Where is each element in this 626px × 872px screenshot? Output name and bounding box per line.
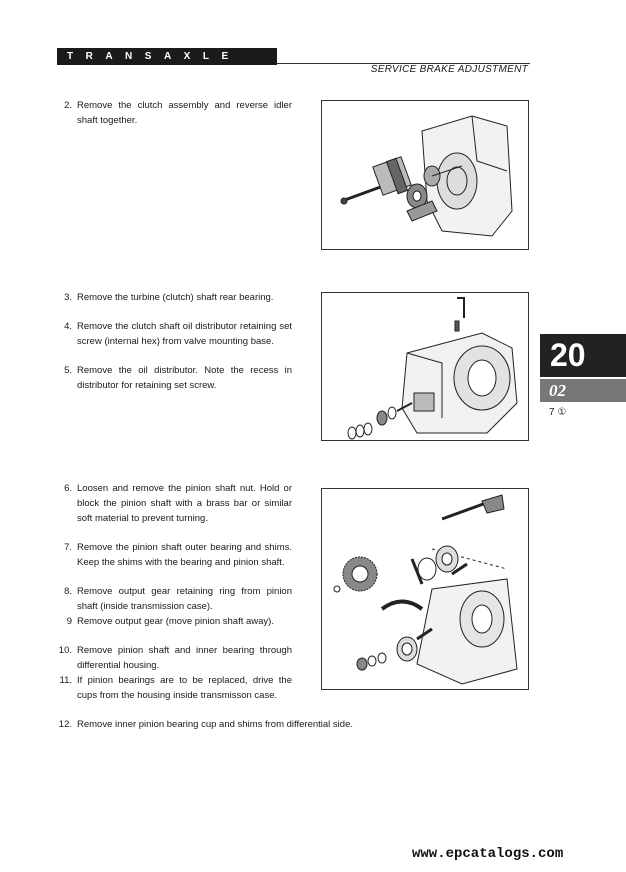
step-text: Remove the clutch assembly and reverse idler shaft together. bbox=[77, 100, 292, 126]
step-item bbox=[58, 644, 292, 674]
step-number: 11. bbox=[59, 675, 72, 686]
step-item bbox=[64, 585, 292, 615]
pinion-shaft-illustration bbox=[322, 489, 528, 689]
step-item bbox=[64, 482, 292, 526]
step-item bbox=[64, 541, 292, 571]
chapter-tab: 20 bbox=[540, 334, 626, 377]
page-title: SERVICE BRAKE ADJUSTMENT bbox=[370, 64, 528, 75]
step-number: 7. bbox=[64, 542, 72, 553]
step-number: 6. bbox=[64, 483, 72, 494]
step-item bbox=[64, 320, 292, 350]
step-item bbox=[59, 674, 292, 704]
figure-oil-distributor bbox=[321, 292, 529, 441]
oil-distributor-illustration bbox=[322, 293, 528, 440]
step-number: 9 bbox=[66, 616, 72, 627]
step-text: Remove output gear retaining ring from pinion shaft (inside transmission case). bbox=[77, 586, 292, 612]
figure-clutch-assembly bbox=[321, 100, 529, 250]
subsection-tab: 02 bbox=[540, 379, 626, 402]
step-item bbox=[64, 291, 292, 306]
step-number: 8. bbox=[64, 586, 72, 597]
watermark: www.epcatalogs.com bbox=[412, 846, 564, 862]
page-number: 7 bbox=[549, 407, 555, 418]
revision-mark: ① bbox=[557, 407, 567, 418]
step-item bbox=[58, 718, 437, 733]
step-number: 10. bbox=[58, 645, 72, 656]
step-number: 2. bbox=[64, 100, 72, 111]
page-reference bbox=[549, 407, 566, 418]
step-number: 4. bbox=[64, 321, 72, 332]
step-text: Remove inner pinion bearing cup and shims from differential side. bbox=[77, 719, 354, 730]
step-item bbox=[64, 99, 292, 129]
step-number: 12. bbox=[58, 719, 72, 730]
step-text: Remove the pinion shaft outer bearing and shims. Keep the shims with the bearing and pinion shaft. bbox=[77, 542, 292, 568]
step-number: 5. bbox=[64, 365, 72, 376]
section-header-bar: TRANSAXLE bbox=[57, 48, 277, 65]
step-text: Loosen and remove the pinion shaft nut. Hold or block the pinion shaft with a brass bar or similar soft material to prevent turning. bbox=[77, 483, 292, 524]
clutch-assembly-illustration bbox=[322, 101, 528, 249]
step-text: Remove the turbine (clutch) shaft rear bearing. bbox=[77, 292, 274, 303]
step-text: Remove the clutch shaft oil distributor retaining set screw (internal hex) from valve mounting base. bbox=[77, 321, 292, 347]
step-text: If pinion bearings are to be replaced, drive the cups from the housing inside transmisson case. bbox=[77, 675, 292, 701]
figure-pinion-shaft bbox=[321, 488, 529, 690]
step-number: 3. bbox=[64, 292, 72, 303]
step-item bbox=[66, 615, 292, 630]
step-text: Remove output gear (move pinion shaft away). bbox=[77, 616, 274, 627]
step-text: Remove the oil distributor. Note the recess in distributor for retaining set screw. bbox=[77, 365, 292, 391]
step-item bbox=[64, 364, 292, 394]
step-text: Remove pinion shaft and inner bearing through differential housing. bbox=[77, 645, 292, 671]
